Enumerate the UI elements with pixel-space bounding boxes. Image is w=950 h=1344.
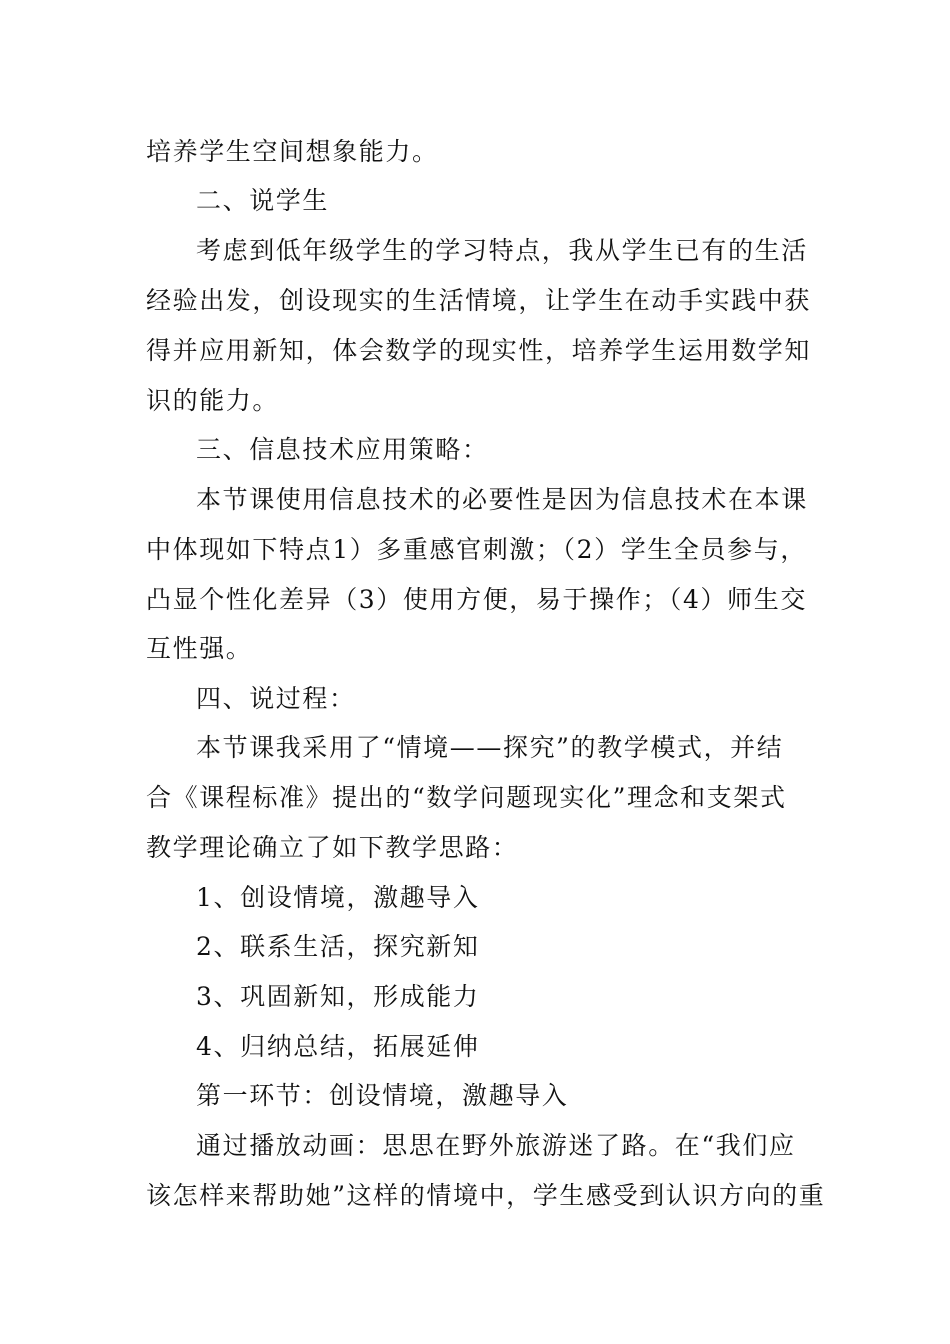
list-item: 3、巩固新知，形成能力	[196, 982, 480, 1011]
list-item: 1、创设情境，激趣导入	[196, 883, 480, 912]
text-line: 考虑到低年级学生的学习特点，我从学生已有的生活	[196, 236, 808, 265]
list-item: 2、联系生活，探究新知	[196, 932, 480, 961]
subsection-heading: 第一环节：创设情境，激趣导入	[196, 1081, 569, 1110]
section-heading-process: 四、说过程：	[196, 684, 356, 713]
text-line: 教学理论确立了如下教学思路：	[146, 833, 519, 862]
text-line: 培养学生空间想象能力。	[146, 137, 439, 166]
text-line: 本节课我采用了“情境——探究”的教学模式，并结	[196, 733, 784, 762]
text-line: 该怎样来帮助她”这样的情境中，学生感受到认识方向的重	[146, 1181, 826, 1210]
text-line: 凸显个性化差异（3）使用方便，易于操作；（4）师生交	[146, 585, 807, 614]
section-heading-students: 二、说学生	[196, 186, 330, 215]
text-line: 经验出发，创设现实的生活情境，让学生在动手实践中获	[146, 286, 812, 315]
text-line: 本节课使用信息技术的必要性是因为信息技术在本课	[196, 485, 808, 514]
section-heading-it-strategy: 三、信息技术应用策略：	[196, 435, 489, 464]
list-item: 4、归纳总结，拓展延伸	[196, 1032, 480, 1061]
text-line: 得并应用新知，体会数学的现实性，培养学生运用数学知	[146, 336, 812, 365]
text-line: 识的能力。	[146, 386, 280, 415]
text-line: 合《课程标准》提出的“数学问题现实化”理念和支架式	[146, 783, 787, 812]
text-line: 通过播放动画：思思在野外旅游迷了路。在“我们应	[196, 1131, 796, 1160]
text-line: 互性强。	[146, 634, 253, 663]
text-line: 中体现如下特点1）多重感官刺激；（2）学生全员参与，	[146, 535, 807, 564]
